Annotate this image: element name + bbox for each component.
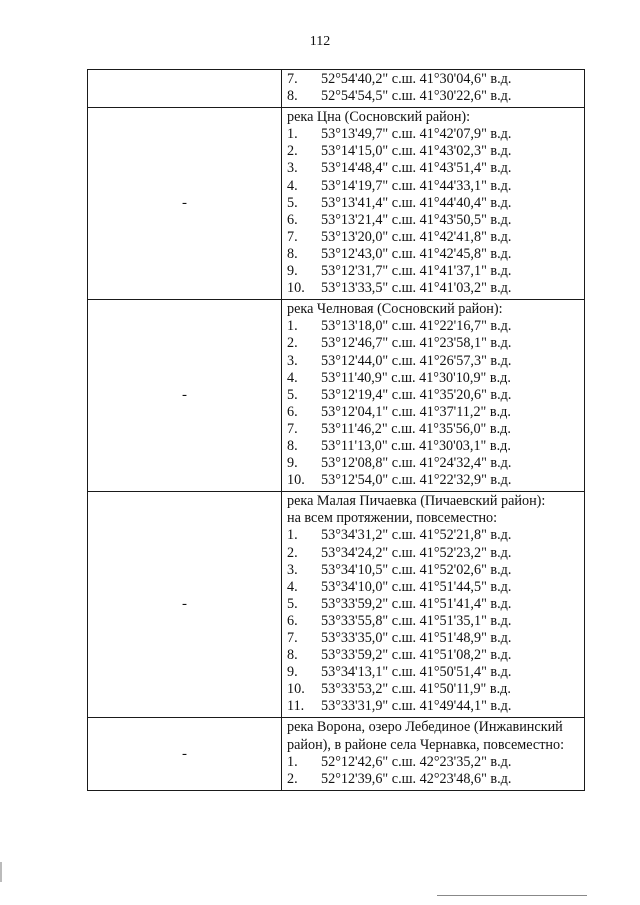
- coordinate-number: 1.: [287, 527, 298, 544]
- location-heading: река Челновая (Сосновский район):: [287, 301, 503, 318]
- coordinate-number: 8.: [287, 647, 298, 664]
- coordinate-item: [287, 562, 584, 579]
- coordinate-item: [287, 88, 584, 105]
- coordinate-item: [287, 229, 584, 246]
- coordinate-number: 4.: [287, 177, 298, 194]
- coordinate-value: 53°12'19,4" с.ш. 41°35'20,6" в.д.: [321, 386, 512, 403]
- coordinate-number: 1.: [287, 753, 298, 770]
- table-body: [88, 70, 585, 791]
- row-marker: [88, 70, 282, 108]
- coordinate-number: 7.: [287, 71, 298, 87]
- coordinate-number: 5.: [287, 194, 298, 211]
- coordinate-item: [287, 664, 584, 681]
- coordinate-value: 53°33'31,9" с.ш. 41°49'44,1" в.д.: [321, 698, 512, 715]
- table-row: [88, 108, 585, 300]
- coordinate-number: 10.: [287, 681, 305, 698]
- row-content-inner: [287, 301, 584, 489]
- coordinate-value: 53°14'15,0" с.ш. 41°43'02,3" в.д.: [321, 143, 512, 160]
- row-content-inner: [287, 493, 584, 715]
- coordinate-item: [287, 472, 584, 489]
- coordinate-number: 3.: [287, 561, 298, 578]
- coordinate-number: 4.: [287, 369, 298, 386]
- table-row: [88, 492, 585, 718]
- coordinate-value: 53°33'55,8" с.ш. 41°51'35,1" в.д.: [321, 612, 512, 629]
- coordinate-number: 7.: [287, 228, 298, 245]
- table-row: [88, 70, 585, 108]
- location-heading: район), в районе села Чернавка, повсеместно:: [287, 736, 565, 753]
- coordinate-item: [287, 143, 584, 160]
- coordinate-item: [287, 455, 584, 472]
- coordinate-number: 2.: [287, 770, 298, 787]
- coordinate-number: 7.: [287, 630, 298, 646]
- row-content-inner: [287, 71, 584, 105]
- coordinate-value: 52°12'42,6" с.ш. 42°23'35,2" в.д.: [321, 753, 512, 770]
- coordinate-item: [287, 754, 584, 771]
- coordinate-number: 2.: [287, 143, 298, 160]
- coordinate-number: 9.: [287, 455, 298, 472]
- coordinate-number: 1.: [287, 318, 298, 335]
- coordinate-value: 53°12'08,8" с.ш. 41°24'32,4" в.д.: [321, 455, 512, 472]
- coordinate-value: 53°34'10,0" с.ш. 41°51'44,5" в.д.: [321, 578, 512, 595]
- row-content: [282, 718, 585, 790]
- coordinate-value: 52°12'39,6" с.ш. 42°23'48,6" в.д.: [321, 770, 512, 787]
- coordinate-item: [287, 71, 584, 88]
- coordinate-number: 8.: [287, 88, 298, 105]
- coordinate-item: [287, 387, 584, 404]
- coordinate-number: 6.: [287, 211, 298, 228]
- coordinate-item: [287, 771, 584, 788]
- coordinate-number: 10.: [287, 472, 305, 489]
- row-content-inner: [287, 719, 584, 787]
- coordinate-value: 53°13'49,7" с.ш. 41°42'07,9" в.д.: [321, 126, 512, 143]
- coordinate-item: [287, 160, 584, 177]
- coordinate-value: 53°34'10,5" с.ш. 41°52'02,6" в.д.: [321, 561, 512, 578]
- coordinate-value: 53°33'53,2" с.ш. 41°50'11,9" в.д.: [321, 681, 511, 698]
- coordinate-item: [287, 335, 584, 352]
- coordinate-value: 53°12'43,0" с.ш. 41°42'45,8" в.д.: [321, 245, 512, 262]
- coordinate-value: 53°34'31,2" с.ш. 41°52'21,8" в.д.: [321, 527, 512, 544]
- coordinate-item: [287, 438, 584, 455]
- coordinate-item: [287, 613, 584, 630]
- row-marker: -: [88, 492, 282, 718]
- coordinate-number: 8.: [287, 437, 298, 454]
- table-row: [88, 718, 585, 790]
- coordinate-value: 52°54'54,5" с.ш. 41°30'22,6" в.д.: [321, 88, 512, 105]
- coordinate-number: 2.: [287, 335, 298, 352]
- coordinate-number: 5.: [287, 386, 298, 403]
- coordinate-number: 9.: [287, 664, 298, 681]
- coordinate-item: [287, 195, 584, 212]
- coordinate-value: 53°34'24,2" с.ш. 41°52'23,2" в.д.: [321, 544, 512, 561]
- coordinate-value: 53°11'46,2" с.ш. 41°35'56,0" в.д.: [321, 420, 511, 437]
- coordinate-item: [287, 263, 584, 280]
- row-content: [282, 300, 585, 492]
- coordinate-value: 53°12'04,1" с.ш. 41°37'11,2" в.д.: [321, 403, 511, 420]
- location-heading: река Малая Пичаевка (Пичаевский район):: [287, 493, 546, 510]
- coordinate-value: 53°33'35,0" с.ш. 41°51'48,9" в.д.: [321, 630, 512, 646]
- coordinate-value: 53°13'18,0" с.ш. 41°22'16,7" в.д.: [321, 318, 512, 335]
- coordinate-item: [287, 370, 584, 387]
- coordinate-value: 52°54'40,2" с.ш. 41°30'04,6" в.д.: [321, 71, 512, 87]
- coordinate-value: 53°14'48,4" с.ш. 41°43'51,4" в.д.: [321, 160, 512, 177]
- coordinate-value: 53°13'21,4" с.ш. 41°43'50,5" в.д.: [321, 211, 512, 228]
- coordinate-item: [287, 280, 584, 297]
- coordinate-number: 3.: [287, 352, 298, 369]
- coordinate-number: 8.: [287, 245, 298, 262]
- coordinate-value: 53°11'13,0" с.ш. 41°30'03,1" в.д.: [321, 437, 511, 454]
- coordinate-value: 53°13'41,4" с.ш. 41°44'40,4" в.д.: [321, 194, 512, 211]
- coordinate-value: 53°11'40,9" с.ш. 41°30'10,9" в.д.: [321, 369, 511, 386]
- coordinate-item: [287, 698, 584, 715]
- coordinate-value: 53°12'46,7" с.ш. 41°23'58,1" в.д.: [321, 335, 512, 352]
- coordinate-value: 53°33'59,2" с.ш. 41°51'41,4" в.д.: [321, 595, 512, 612]
- coordinate-item: [287, 630, 584, 647]
- row-marker: -: [88, 108, 282, 300]
- coordinate-number: 3.: [287, 160, 298, 177]
- coordinate-number: 7.: [287, 420, 298, 437]
- coordinate-number: 6.: [287, 403, 298, 420]
- coordinate-item: [287, 545, 584, 562]
- coordinate-value: 53°34'13,1" с.ш. 41°50'51,4" в.д.: [321, 664, 512, 681]
- coordinate-item: [287, 126, 584, 143]
- coordinate-number: 5.: [287, 595, 298, 612]
- bottom-rule: [437, 895, 587, 896]
- coordinate-number: 1.: [287, 126, 298, 143]
- coordinate-item: [287, 527, 584, 544]
- location-heading: на всем протяжении, повсеместно:: [287, 510, 498, 527]
- coordinates-table: [87, 69, 585, 791]
- coordinate-item: [287, 596, 584, 613]
- coordinate-item: [287, 246, 584, 263]
- coordinate-value: 53°12'31,7" с.ш. 41°41'37,1" в.д.: [321, 263, 512, 280]
- coordinate-value: 53°12'44,0" с.ш. 41°26'57,3" в.д.: [321, 352, 512, 369]
- row-content-inner: [287, 109, 584, 297]
- coordinate-value: 53°14'19,7" с.ш. 41°44'33,1" в.д.: [321, 177, 512, 194]
- coordinate-value: 53°12'54,0" с.ш. 41°22'32,9" в.д.: [321, 472, 512, 489]
- coordinate-number: 6.: [287, 612, 298, 629]
- coordinate-number: 4.: [287, 578, 298, 595]
- coordinate-item: [287, 579, 584, 596]
- row-content: [282, 108, 585, 300]
- location-heading: река Цна (Сосновский район):: [287, 109, 471, 126]
- coordinate-number: 10.: [287, 280, 305, 297]
- coordinate-item: [287, 681, 584, 698]
- location-heading: река Ворона, озеро Лебединое (Инжавинский: [287, 719, 563, 736]
- coordinate-item: [287, 647, 584, 664]
- scan-edge-mark: [0, 862, 2, 882]
- row-marker: -: [88, 300, 282, 492]
- table-row: [88, 300, 585, 492]
- page-number: 112: [309, 34, 331, 49]
- row-content: [282, 70, 585, 108]
- coordinate-value: 53°13'33,5" с.ш. 41°41'03,2" в.д.: [321, 280, 512, 297]
- coordinate-item: [287, 178, 584, 195]
- coordinate-item: [287, 212, 584, 229]
- row-marker: -: [88, 718, 282, 790]
- coordinate-number: 2.: [287, 544, 298, 561]
- row-content: [282, 492, 585, 718]
- coordinate-number: 9.: [287, 263, 298, 280]
- coordinate-number: 11.: [287, 698, 305, 715]
- coordinate-value: 53°13'20,0" с.ш. 41°42'41,8" в.д.: [321, 228, 512, 245]
- coordinate-item: [287, 353, 584, 370]
- coordinate-value: 53°33'59,2" с.ш. 41°51'08,2" в.д.: [321, 647, 512, 664]
- coordinate-item: [287, 421, 584, 438]
- coordinate-item: [287, 404, 584, 421]
- coordinate-item: [287, 318, 584, 335]
